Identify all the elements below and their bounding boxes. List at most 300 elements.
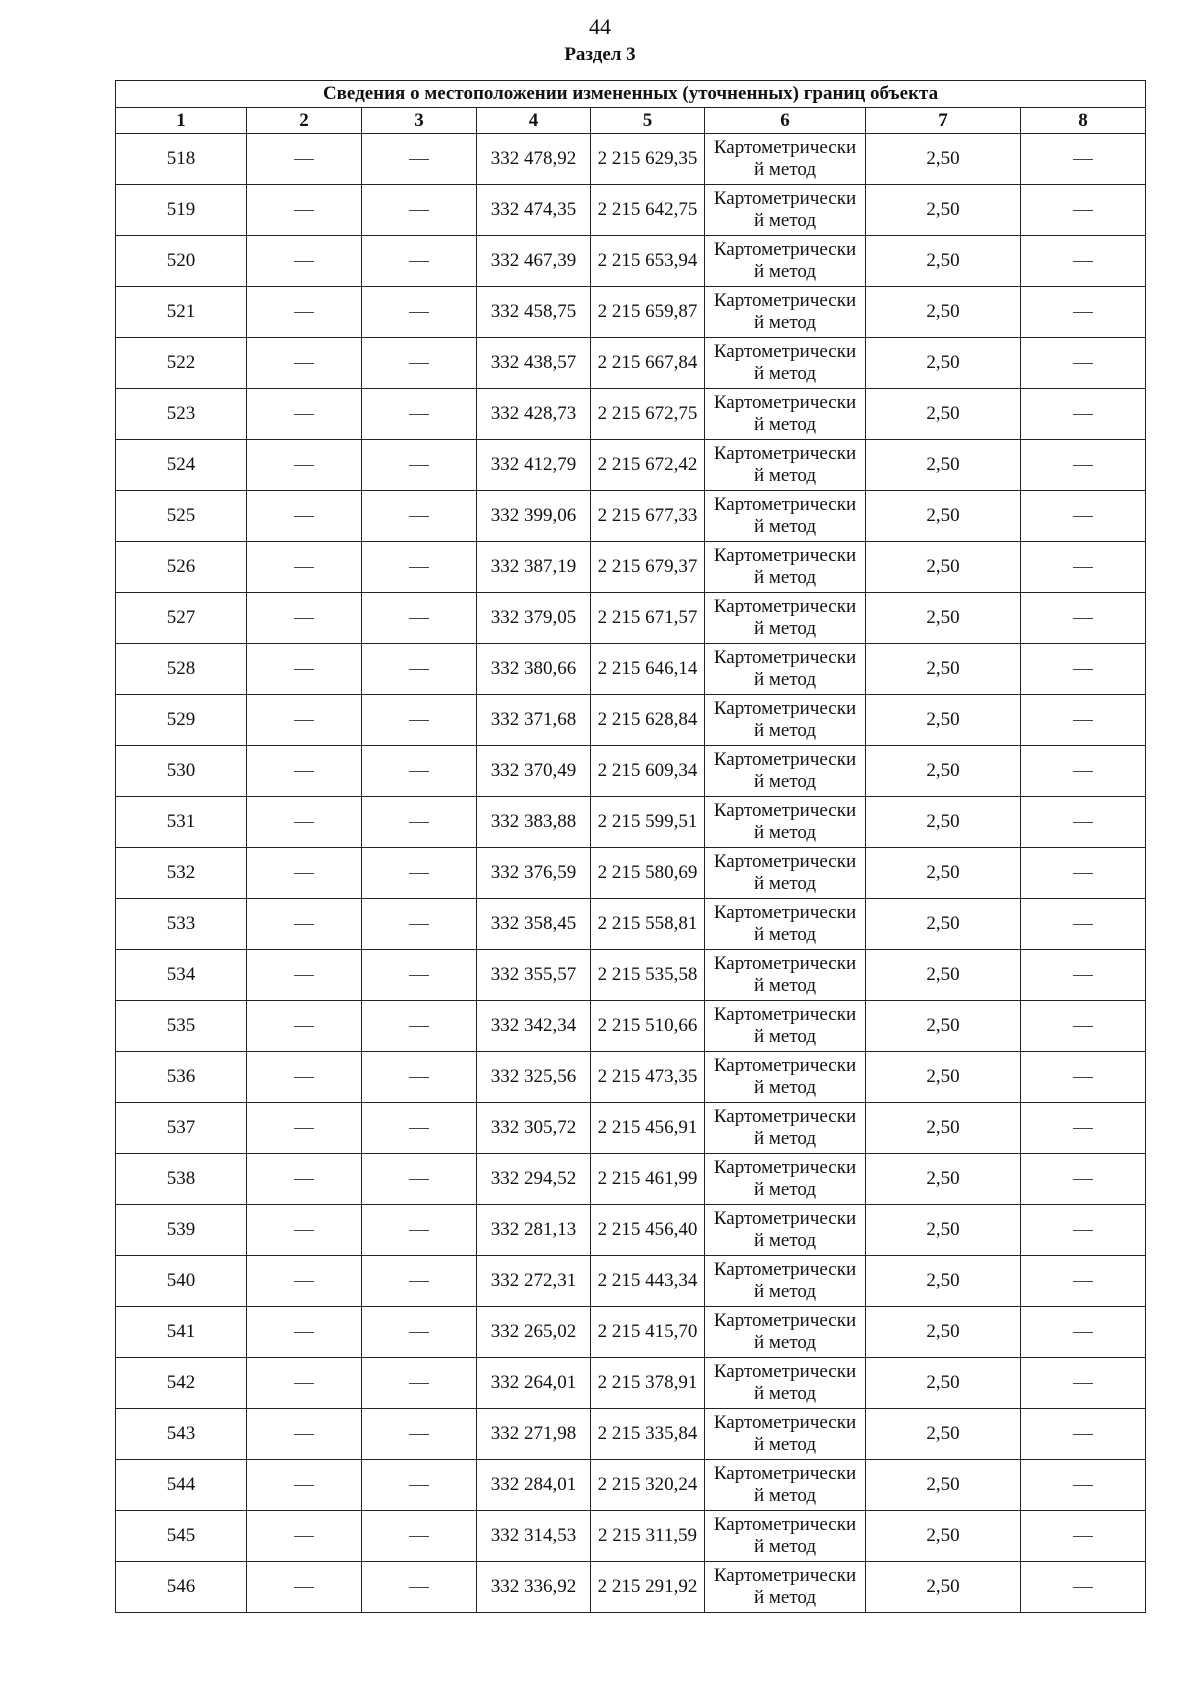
x-coordinate-cell: 332 380,66 (477, 644, 591, 695)
column-8-cell (1021, 1103, 1146, 1154)
dash-mark (409, 1026, 429, 1027)
method-line-2: й метод (753, 159, 817, 180)
column-8-cell (1021, 491, 1146, 542)
column-8-cell (1021, 797, 1146, 848)
column-8-cell (1021, 1562, 1146, 1613)
method-line-2: й метод (753, 567, 817, 588)
point-number-cell: 524 (116, 440, 247, 491)
column-3-cell (362, 389, 477, 440)
dash-mark (294, 975, 314, 976)
dash-mark (294, 1383, 314, 1384)
y-coordinate-cell: 2 215 378,91 (591, 1358, 705, 1409)
method-line-1: Картометрически (713, 596, 857, 617)
column-8-cell (1021, 695, 1146, 746)
x-coordinate-cell: 332 294,52 (477, 1154, 591, 1205)
column-3-cell (362, 1562, 477, 1613)
y-coordinate-cell: 2 215 628,84 (591, 695, 705, 746)
column-3-cell (362, 1307, 477, 1358)
table-row (116, 950, 1146, 1001)
column-3-cell (362, 593, 477, 644)
method-line-1: Картометрически (713, 1106, 857, 1127)
table-row (116, 236, 1146, 287)
y-coordinate-cell: 2 215 510,66 (591, 1001, 705, 1052)
dash-mark (294, 363, 314, 364)
x-coordinate-cell: 332 265,02 (477, 1307, 591, 1358)
accuracy-cell: 2,50 (866, 338, 1021, 389)
method-line-1: Картометрически (713, 1310, 857, 1331)
column-3-cell (362, 134, 477, 185)
column-2-cell (247, 1205, 362, 1256)
y-coordinate-cell: 2 215 672,42 (591, 440, 705, 491)
dash-mark (294, 771, 314, 772)
method-cell (705, 1562, 866, 1613)
column-8-cell (1021, 389, 1146, 440)
dash-mark (1073, 720, 1093, 721)
point-number-cell: 533 (116, 899, 247, 950)
y-coordinate-cell: 2 215 667,84 (591, 338, 705, 389)
method-line-2: й метод (753, 465, 817, 486)
dash-mark (409, 261, 429, 262)
dash-mark (409, 924, 429, 925)
accuracy-cell: 2,50 (866, 1256, 1021, 1307)
y-coordinate-cell: 2 215 642,75 (591, 185, 705, 236)
dash-mark (1073, 1077, 1093, 1078)
dash-mark (294, 567, 314, 568)
dash-mark (1073, 873, 1093, 874)
y-coordinate-cell: 2 215 291,92 (591, 1562, 705, 1613)
method-line-1: Картометрически (713, 953, 857, 974)
dash-mark (409, 720, 429, 721)
method-line-2: й метод (753, 771, 817, 792)
column-3-cell (362, 1511, 477, 1562)
column-8-cell (1021, 542, 1146, 593)
dash-mark (1073, 618, 1093, 619)
dash-mark (294, 465, 314, 466)
column-3-cell (362, 1103, 477, 1154)
accuracy-cell: 2,50 (866, 950, 1021, 1001)
x-coordinate-cell: 332 342,34 (477, 1001, 591, 1052)
method-line-2: й метод (753, 1077, 817, 1098)
column-8-cell (1021, 746, 1146, 797)
y-coordinate-cell: 2 215 473,35 (591, 1052, 705, 1103)
accuracy-cell: 2,50 (866, 848, 1021, 899)
column-2-cell (247, 593, 362, 644)
method-cell (705, 236, 866, 287)
method-line-2: й метод (753, 669, 817, 690)
method-cell (705, 287, 866, 338)
method-line-2: й метод (753, 516, 817, 537)
method-cell (705, 338, 866, 389)
dash-mark (409, 1587, 429, 1588)
point-number-cell: 525 (116, 491, 247, 542)
y-coordinate-cell: 2 215 456,91 (591, 1103, 705, 1154)
method-line-1: Картометрически (713, 1514, 857, 1535)
table-row (116, 1052, 1146, 1103)
column-2-cell (247, 1307, 362, 1358)
x-coordinate-cell: 332 284,01 (477, 1460, 591, 1511)
method-cell (705, 1256, 866, 1307)
point-number-cell: 538 (116, 1154, 247, 1205)
table-row (116, 746, 1146, 797)
accuracy-cell: 2,50 (866, 1460, 1021, 1511)
table-row (116, 338, 1146, 389)
dash-mark (409, 1536, 429, 1537)
x-coordinate-cell: 332 438,57 (477, 338, 591, 389)
method-cell (705, 1358, 866, 1409)
table-row (116, 695, 1146, 746)
column-header-7: 7 (866, 108, 1021, 134)
method-cell (705, 491, 866, 542)
method-cell (705, 848, 866, 899)
accuracy-cell: 2,50 (866, 593, 1021, 644)
y-coordinate-cell: 2 215 677,33 (591, 491, 705, 542)
method-line-1: Картометрически (713, 1055, 857, 1076)
column-header-3: 3 (362, 108, 477, 134)
method-cell (705, 440, 866, 491)
method-cell (705, 593, 866, 644)
point-number-cell: 535 (116, 1001, 247, 1052)
dash-mark (294, 1230, 314, 1231)
method-line-1: Картометрически (713, 137, 857, 158)
method-cell (705, 1001, 866, 1052)
table-row (116, 848, 1146, 899)
method-line-2: й метод (753, 1179, 817, 1200)
method-cell (705, 185, 866, 236)
method-line-1: Картометрически (713, 1565, 857, 1586)
dash-mark (1073, 1485, 1093, 1486)
column-2-cell (247, 1562, 362, 1613)
method-line-1: Картометрически (713, 1259, 857, 1280)
column-8-cell (1021, 440, 1146, 491)
dash-mark (294, 1077, 314, 1078)
y-coordinate-cell: 2 215 335,84 (591, 1409, 705, 1460)
x-coordinate-cell: 332 467,39 (477, 236, 591, 287)
column-3-cell (362, 899, 477, 950)
dash-mark (294, 312, 314, 313)
table-row (116, 1460, 1146, 1511)
dash-mark (294, 1587, 314, 1588)
method-line-1: Картометрически (713, 749, 857, 770)
dash-mark (294, 1128, 314, 1129)
x-coordinate-cell: 332 412,79 (477, 440, 591, 491)
dash-mark (1073, 669, 1093, 670)
x-coordinate-cell: 332 376,59 (477, 848, 591, 899)
method-cell (705, 899, 866, 950)
method-cell (705, 1409, 866, 1460)
method-cell (705, 1052, 866, 1103)
method-cell (705, 644, 866, 695)
y-coordinate-cell: 2 215 653,94 (591, 236, 705, 287)
column-number-row (116, 108, 1146, 134)
y-coordinate-cell: 2 215 456,40 (591, 1205, 705, 1256)
column-2-cell (247, 491, 362, 542)
dash-mark (1073, 1332, 1093, 1333)
method-line-2: й метод (753, 1128, 817, 1149)
method-line-2: й метод (753, 1026, 817, 1047)
y-coordinate-cell: 2 215 311,59 (591, 1511, 705, 1562)
method-line-1: Картометрически (713, 341, 857, 362)
dash-mark (294, 822, 314, 823)
point-number-cell: 519 (116, 185, 247, 236)
table-row (116, 134, 1146, 185)
table-caption-row (116, 81, 1146, 108)
column-header-4: 4 (477, 108, 591, 134)
column-2-cell (247, 236, 362, 287)
column-2-cell (247, 389, 362, 440)
dash-mark (1073, 414, 1093, 415)
x-coordinate-cell: 332 355,57 (477, 950, 591, 1001)
table-row (116, 899, 1146, 950)
accuracy-cell: 2,50 (866, 491, 1021, 542)
column-2-cell (247, 542, 362, 593)
accuracy-cell: 2,50 (866, 1307, 1021, 1358)
method-line-2: й метод (753, 1332, 817, 1353)
table-row (116, 1256, 1146, 1307)
table-body (116, 134, 1146, 1613)
y-coordinate-cell: 2 215 580,69 (591, 848, 705, 899)
dash-mark (409, 567, 429, 568)
y-coordinate-cell: 2 215 679,37 (591, 542, 705, 593)
point-number-cell: 537 (116, 1103, 247, 1154)
column-3-cell (362, 440, 477, 491)
dash-mark (1073, 771, 1093, 772)
table-row (116, 1307, 1146, 1358)
column-8-cell (1021, 1205, 1146, 1256)
x-coordinate-cell: 332 336,92 (477, 1562, 591, 1613)
column-2-cell (247, 1409, 362, 1460)
x-coordinate-cell: 332 371,68 (477, 695, 591, 746)
dash-mark (409, 1281, 429, 1282)
method-line-1: Картометрически (713, 851, 857, 872)
y-coordinate-cell: 2 215 671,57 (591, 593, 705, 644)
column-3-cell (362, 848, 477, 899)
method-line-2: й метод (753, 1434, 817, 1455)
method-line-2: й метод (753, 975, 817, 996)
column-3-cell (362, 1052, 477, 1103)
column-header-1: 1 (116, 108, 247, 134)
column-8-cell (1021, 593, 1146, 644)
table-row (116, 1103, 1146, 1154)
dash-mark (294, 1281, 314, 1282)
point-number-cell: 541 (116, 1307, 247, 1358)
x-coordinate-cell: 332 383,88 (477, 797, 591, 848)
column-2-cell (247, 287, 362, 338)
method-line-2: й метод (753, 873, 817, 894)
column-2-cell (247, 134, 362, 185)
accuracy-cell: 2,50 (866, 1052, 1021, 1103)
x-coordinate-cell: 332 281,13 (477, 1205, 591, 1256)
accuracy-cell: 2,50 (866, 797, 1021, 848)
dash-mark (294, 873, 314, 874)
point-number-cell: 530 (116, 746, 247, 797)
column-2-cell (247, 797, 362, 848)
dash-mark (294, 159, 314, 160)
method-cell (705, 1103, 866, 1154)
y-coordinate-cell: 2 215 659,87 (591, 287, 705, 338)
method-line-1: Картометрически (713, 1412, 857, 1433)
y-coordinate-cell: 2 215 535,58 (591, 950, 705, 1001)
method-line-1: Картометрически (713, 800, 857, 821)
accuracy-cell: 2,50 (866, 746, 1021, 797)
dash-mark (409, 669, 429, 670)
column-8-cell (1021, 848, 1146, 899)
point-number-cell: 528 (116, 644, 247, 695)
accuracy-cell: 2,50 (866, 389, 1021, 440)
method-line-1: Картометрически (713, 1004, 857, 1025)
table-row (116, 542, 1146, 593)
column-2-cell (247, 1154, 362, 1205)
section-title: Раздел 3 (564, 44, 636, 65)
method-cell (705, 797, 866, 848)
method-cell (705, 134, 866, 185)
y-coordinate-cell: 2 215 629,35 (591, 134, 705, 185)
x-coordinate-cell: 332 314,53 (477, 1511, 591, 1562)
column-8-cell (1021, 1001, 1146, 1052)
method-line-1: Картометрически (713, 698, 857, 719)
table-row (116, 1511, 1146, 1562)
x-coordinate-cell: 332 428,73 (477, 389, 591, 440)
accuracy-cell: 2,50 (866, 1154, 1021, 1205)
table-row (116, 1358, 1146, 1409)
table-row (116, 185, 1146, 236)
dash-mark (409, 873, 429, 874)
y-coordinate-cell: 2 215 320,24 (591, 1460, 705, 1511)
y-coordinate-cell: 2 215 609,34 (591, 746, 705, 797)
table-row (116, 491, 1146, 542)
dash-mark (409, 822, 429, 823)
column-3-cell (362, 1154, 477, 1205)
boundary-coordinates-table (115, 80, 1146, 1613)
table-row (116, 1409, 1146, 1460)
point-number-cell: 520 (116, 236, 247, 287)
column-8-cell (1021, 1307, 1146, 1358)
point-number-cell: 526 (116, 542, 247, 593)
accuracy-cell: 2,50 (866, 542, 1021, 593)
column-8-cell (1021, 185, 1146, 236)
dash-mark (294, 1485, 314, 1486)
dash-mark (409, 312, 429, 313)
dash-mark (409, 1434, 429, 1435)
column-2-cell (247, 644, 362, 695)
dash-mark (409, 1179, 429, 1180)
method-line-2: й метод (753, 1536, 817, 1557)
column-8-cell (1021, 1409, 1146, 1460)
accuracy-cell: 2,50 (866, 185, 1021, 236)
dash-mark (1073, 516, 1093, 517)
table-row (116, 440, 1146, 491)
column-3-cell (362, 695, 477, 746)
column-8-cell (1021, 287, 1146, 338)
dash-mark (409, 1128, 429, 1129)
dash-mark (1073, 1383, 1093, 1384)
method-line-1: Картометрически (713, 239, 857, 260)
column-3-cell (362, 185, 477, 236)
column-header-8: 8 (1021, 108, 1146, 134)
method-cell (705, 1511, 866, 1562)
accuracy-cell: 2,50 (866, 440, 1021, 491)
dash-mark (409, 159, 429, 160)
column-8-cell (1021, 1256, 1146, 1307)
dash-mark (1073, 465, 1093, 466)
column-3-cell (362, 491, 477, 542)
y-coordinate-cell: 2 215 646,14 (591, 644, 705, 695)
method-line-2: й метод (753, 1281, 817, 1302)
x-coordinate-cell: 332 478,92 (477, 134, 591, 185)
x-coordinate-cell: 332 474,35 (477, 185, 591, 236)
column-8-cell (1021, 1358, 1146, 1409)
table-row (116, 1154, 1146, 1205)
column-3-cell (362, 236, 477, 287)
x-coordinate-cell: 332 387,19 (477, 542, 591, 593)
column-2-cell (247, 1358, 362, 1409)
dash-mark (294, 1434, 314, 1435)
dash-mark (294, 720, 314, 721)
column-3-cell (362, 1205, 477, 1256)
accuracy-cell: 2,50 (866, 899, 1021, 950)
column-2-cell (247, 440, 362, 491)
column-2-cell (247, 899, 362, 950)
column-8-cell (1021, 338, 1146, 389)
column-2-cell (247, 1103, 362, 1154)
method-line-2: й метод (753, 1587, 817, 1608)
method-line-1: Картометрически (713, 1157, 857, 1178)
column-8-cell (1021, 134, 1146, 185)
column-3-cell (362, 1001, 477, 1052)
dash-mark (1073, 1128, 1093, 1129)
dash-mark (409, 465, 429, 466)
dash-mark (1073, 1026, 1093, 1027)
dash-mark (1073, 159, 1093, 160)
accuracy-cell: 2,50 (866, 134, 1021, 185)
dash-mark (409, 210, 429, 211)
method-line-1: Картометрически (713, 290, 857, 311)
point-number-cell: 544 (116, 1460, 247, 1511)
accuracy-cell: 2,50 (866, 236, 1021, 287)
accuracy-cell: 2,50 (866, 1409, 1021, 1460)
column-8-cell (1021, 1511, 1146, 1562)
point-number-cell: 523 (116, 389, 247, 440)
dash-mark (409, 1383, 429, 1384)
column-2-cell (247, 185, 362, 236)
column-2-cell (247, 848, 362, 899)
point-number-cell: 527 (116, 593, 247, 644)
table-caption: Сведения о местоположении измененных (уточненных) границ объекта (116, 81, 1146, 108)
method-cell (705, 1154, 866, 1205)
method-line-1: Картометрически (713, 443, 857, 464)
column-2-cell (247, 746, 362, 797)
method-line-2: й метод (753, 618, 817, 639)
dash-mark (1073, 210, 1093, 211)
point-number-cell: 546 (116, 1562, 247, 1613)
x-coordinate-cell: 332 379,05 (477, 593, 591, 644)
dash-mark (294, 618, 314, 619)
x-coordinate-cell: 332 458,75 (477, 287, 591, 338)
x-coordinate-cell: 332 305,72 (477, 1103, 591, 1154)
point-number-cell: 531 (116, 797, 247, 848)
table-row (116, 1562, 1146, 1613)
dash-mark (294, 516, 314, 517)
column-header-6: 6 (705, 108, 866, 134)
method-cell (705, 1460, 866, 1511)
table-row (116, 797, 1146, 848)
accuracy-cell: 2,50 (866, 1358, 1021, 1409)
dash-mark (409, 1332, 429, 1333)
column-2-cell (247, 695, 362, 746)
point-number-cell: 522 (116, 338, 247, 389)
accuracy-cell: 2,50 (866, 1205, 1021, 1256)
method-cell (705, 1307, 866, 1358)
table-row (116, 1001, 1146, 1052)
